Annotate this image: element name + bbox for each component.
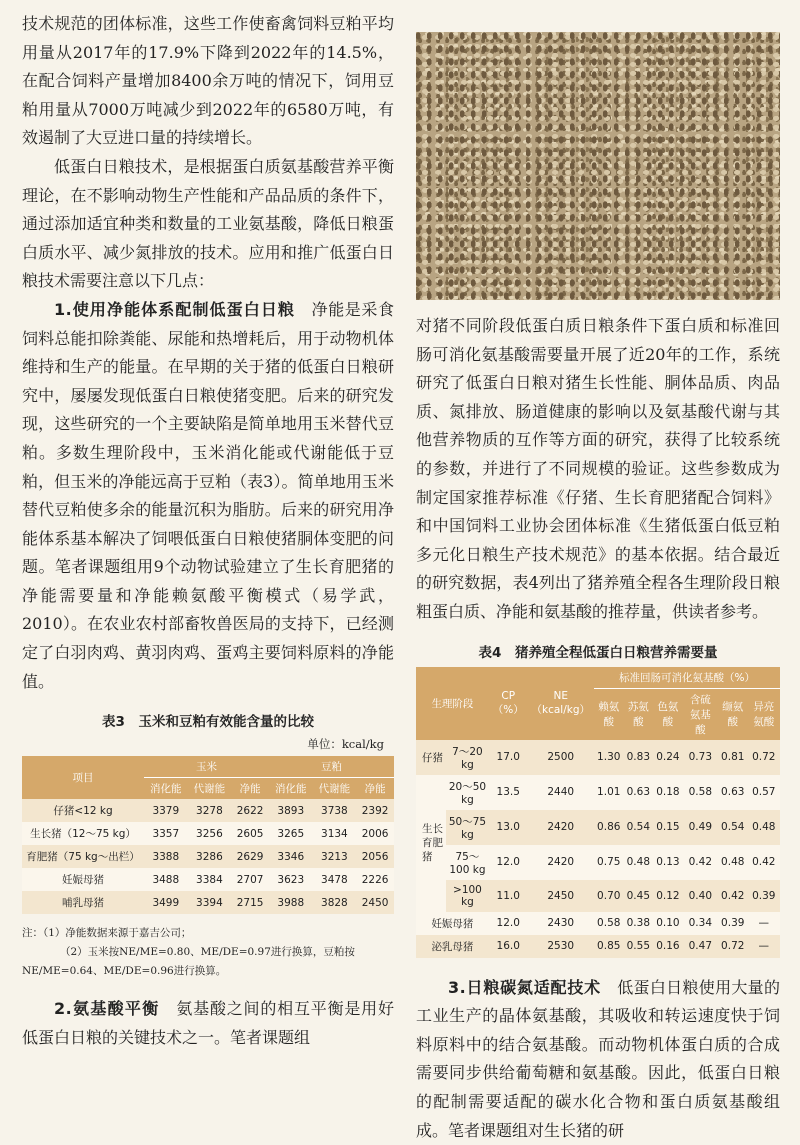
table-cell: 0.70 [594,880,624,912]
note-line: NE/ME=0.64、ME/DE=0.96进行换算。 [22,965,227,978]
table-cell: 2392 [356,799,394,822]
table4 [416,667,780,958]
table-cell: 0.81 [718,740,748,775]
table-cell: 0.57 [748,775,780,810]
table-cell: 3488 [144,868,188,891]
table-cell: 2715 [231,891,269,914]
table-cell: 2430 [528,912,594,935]
section-heading: 2.氨基酸平衡 [54,999,160,1019]
table-cell: 妊娠母猪 [416,912,489,935]
table-cell: 0.75 [594,845,624,880]
table-cell: 0.86 [594,810,624,845]
table-cell: 0.42 [718,880,748,912]
table-cell: 0.38 [624,912,654,935]
table-cell: 仔猪 [416,740,446,775]
table3-title: 表3 玉米和豆粕有效能含量的比较 [102,714,314,731]
table-cell: — [748,912,780,935]
paragraph-text: 低蛋白日粮使用大量的工业生产的晶体氨基酸，其吸收和转运速度快于饲料原料中的结合氨基酸。而动物机体蛋白质的合成需要同步供给葡萄糖和氨基酸。因此，低蛋白日粮的配制需要适配的碳水化合物和蛋白质氨基酸组成。笔者课题组对生长猪的研 [416,977,780,1140]
table-cell: 0.54 [718,810,748,845]
table-cell: 0.72 [718,935,748,958]
table-cell: 2707 [231,868,269,891]
table-row [22,822,394,845]
table-cell: 3623 [269,868,313,891]
table-cell: — [748,935,780,958]
table-cell: 生长猪（12～75 kg） [22,822,144,845]
table-cell: 3388 [144,845,188,868]
table-cell: 0.63 [624,775,654,810]
table-row [416,810,780,845]
table-cell: 0.48 [624,845,654,880]
table-cell: 17.0 [489,740,528,775]
table-cell: 16.0 [489,935,528,958]
table3-header: 项目 [22,756,144,799]
table-row [22,845,394,868]
table-cell: 2420 [528,810,594,845]
table-row [416,935,780,958]
table-cell: 1.01 [594,775,624,810]
table3-header: 豆粕 [269,756,394,778]
table-cell: 生长育肥猪 [416,775,446,912]
table4-subheader: 色氨酸 [653,688,683,740]
table-cell: 50～75 kg [446,810,489,845]
table-cell: 75～100 kg [446,845,489,880]
table4-title: 表4 猪养殖全程低蛋白日粮营养需要量 [478,644,718,661]
table4-header: NE（kcal/kg） [528,667,594,740]
paragraph-text: 净能是采食饲料总能扣除粪能、尿能和热增耗后，用于动物机体维持和生产的能量。在早期的关于猪的低蛋白日粮研究中，屡屡发现低蛋白日粮使猪变肥。后来的研究发现，这些研究的一个主要缺陷是简单地用玉米替代豆粕。多数生理阶段中，玉米消化能或代谢能低于豆粕，但玉米的净能远高于豆粕（表3）。简单地用玉米替代豆粕使多余的能量沉积为脂肪。后来的研究用净能体系基本解决了饲喂低蛋白日粮使猪胴体变肥的问题。笔者课题组用9个动物试验建立了生长育肥猪的净能需要量和净能赖氨酸平衡模式（易学武，2010）。在农业农村部畜牧兽医局的支持下，已经测定了白羽肉鸡、黄羽肉鸡、蛋鸡主要饲料原料的净能值。 [22,299,394,691]
table-cell: 2500 [528,740,594,775]
table-cell: 3379 [144,799,188,822]
table-cell: 3134 [313,822,357,845]
table3-note [22,924,394,981]
table-cell: 0.58 [594,912,624,935]
table3-subheader: 消化能 [144,778,188,800]
table-cell: 哺乳母猪 [22,891,144,914]
table3-subheader: 代谢能 [188,778,232,800]
table-cell: 0.54 [624,810,654,845]
table-cell: 0.12 [653,880,683,912]
paragraph [22,995,394,1052]
note-line: 注：（1）净能数据来源于嘉吉公司； [22,927,192,940]
table-cell: 3394 [188,891,232,914]
table-row [416,880,780,912]
paragraph: 对猪不同阶段低蛋白质日粮条件下蛋白质和标准回肠可消化氨基酸需要量开展了近20年的工作，系统研究了低蛋白日粮对猪生长性能、胴体品质、肉品质、氮排放、肠道健康的影响以及氨基酸代谢与其他营养物质的互作等方面的研究，获得了比较系统的参数，并进行了不同规模的验证。这些参数成为制定国家推荐标准《仔猪、生长育肥猪配合饲料》和中国饲料工业协会团体标准《生猪低蛋白低豆粕多元化日粮生产技术规范》的基本依据。结合最近的研究数据，表4列出了猪养殖全程各生理阶段日粮粗蛋白质、净能和氨基酸的推荐量，供读者参考。 [416,316,780,621]
table-cell: 3265 [269,822,313,845]
table-cell: 0.45 [624,880,654,912]
table3-subheader: 消化能 [269,778,313,800]
table-cell: 0.39 [748,880,780,912]
paragraph-text: 氨基酸之间的相互平衡是用好低蛋白日粮的关键技术之一。笔者课题组 [22,999,394,1047]
table-cell: 3499 [144,891,188,914]
table-cell: 3893 [269,799,313,822]
table-cell: 3286 [188,845,232,868]
table-cell: 0.55 [624,935,654,958]
table-cell: 0.16 [653,935,683,958]
right-column [416,10,780,1145]
table-row [22,868,394,891]
table4-subheader: 苏氨酸 [624,688,654,740]
table-cell: 3828 [313,891,357,914]
note-line: （2）玉米按NE/ME=0.80、ME/DE=0.97进行换算，豆粕按 [60,946,355,959]
table-cell: 0.58 [683,775,718,810]
table-cell: 0.48 [718,845,748,880]
table-row [22,891,394,914]
table-cell: 11.0 [489,880,528,912]
table-cell: 0.42 [748,845,780,880]
table-cell: 0.48 [748,810,780,845]
table-cell: 0.63 [718,775,748,810]
table-cell: 0.73 [683,740,718,775]
table-cell: 3738 [313,799,357,822]
table-cell: 3278 [188,799,232,822]
table-cell: 0.24 [653,740,683,775]
table4-subheader: 赖氨酸 [594,688,624,740]
table3-subheader: 净能 [356,778,394,800]
table-cell: 2440 [528,775,594,810]
table-cell: 13.0 [489,810,528,845]
table-cell: 0.39 [718,912,748,935]
table-cell: 0.13 [653,845,683,880]
table-cell: 泌乳母猪 [416,935,489,958]
table-cell: 0.34 [683,912,718,935]
table-cell: 3213 [313,845,357,868]
table-cell: 2605 [231,822,269,845]
table4-header: 生理阶段 [416,667,489,740]
table-row [416,775,780,810]
table-cell: 3478 [313,868,357,891]
table-row [416,845,780,880]
table4-subheader: 含硫氨基酸 [683,688,718,740]
section-heading: 1.使用净能体系配制低蛋白日粮 [54,299,296,319]
table-cell: 12.0 [489,845,528,880]
table-cell: 1.30 [594,740,624,775]
table-cell: 2450 [528,880,594,912]
table-cell: 0.72 [748,740,780,775]
table4-header: 标准回肠可消化氨基酸（%） [594,667,780,689]
table-row [416,912,780,935]
table-cell: 2622 [231,799,269,822]
table-cell: 3384 [188,868,232,891]
table3-subheader: 代谢能 [313,778,357,800]
paragraph [416,974,780,1145]
table-cell: 仔猪<12 kg [22,799,144,822]
paragraph [22,296,394,696]
table3-header: 玉米 [144,756,269,778]
table-cell: 3256 [188,822,232,845]
table-cell: 0.83 [624,740,654,775]
table-cell: 妊娠母猪 [22,868,144,891]
table-cell: 2629 [231,845,269,868]
table-cell: 育肥猪（75 kg～出栏） [22,845,144,868]
table-cell: 20～50 kg [446,775,489,810]
section-heading: 3.日粮碳氮适配技术 [448,977,601,997]
table4-header: CP（%） [489,667,528,740]
table-cell: 2450 [356,891,394,914]
table4-subheader: 异亮氨酸 [748,688,780,740]
table-cell: 0.42 [683,845,718,880]
table-cell: 0.49 [683,810,718,845]
table-cell: 3357 [144,822,188,845]
table3-unit: 单位：kcal/kg [307,737,384,752]
table-cell: 0.10 [653,912,683,935]
table-row [416,740,780,775]
table3-subheader: 净能 [231,778,269,800]
table-cell: 12.0 [489,912,528,935]
table-cell: 0.47 [683,935,718,958]
table-cell: 0.40 [683,880,718,912]
table3 [22,756,394,914]
table-cell: 13.5 [489,775,528,810]
table-cell: 2420 [528,845,594,880]
paragraph: 技术规范的团体标准，这些工作使畜禽饲料豆粕平均用量从2017年的17.9%下降到2022年的14.5%，在配合饲料产量增加8400余万吨的情况下，饲用豆粕用量从7000万吨减少到2022年的6580万吨，有效遏制了大豆进口量的持续增长。 [22,14,394,148]
table-cell: 7～20 kg [446,740,489,775]
table4-subheader: 缬氨酸 [718,688,748,740]
table-cell: 3988 [269,891,313,914]
paragraph: 低蛋白日粮技术，是根据蛋白质氨基酸营养平衡理论，在不影响动物生产性能和产品品质的条件下，通过添加适宜种类和数量的工业氨基酸，降低日粮蛋白质水平、减少氮排放的技术。应用和推广低蛋白日粮技术需要注意以下几点： [22,156,394,291]
table-cell: 0.18 [653,775,683,810]
table-cell: 2530 [528,935,594,958]
table-cell: >100 kg [446,880,489,912]
table-row [22,799,394,822]
table-cell: 2056 [356,845,394,868]
table-cell: 0.85 [594,935,624,958]
left-column [22,10,394,1052]
feed-pellets-photo [416,32,780,300]
table-cell: 3346 [269,845,313,868]
table-cell: 2006 [356,822,394,845]
table-cell: 2226 [356,868,394,891]
table-cell: 0.15 [653,810,683,845]
